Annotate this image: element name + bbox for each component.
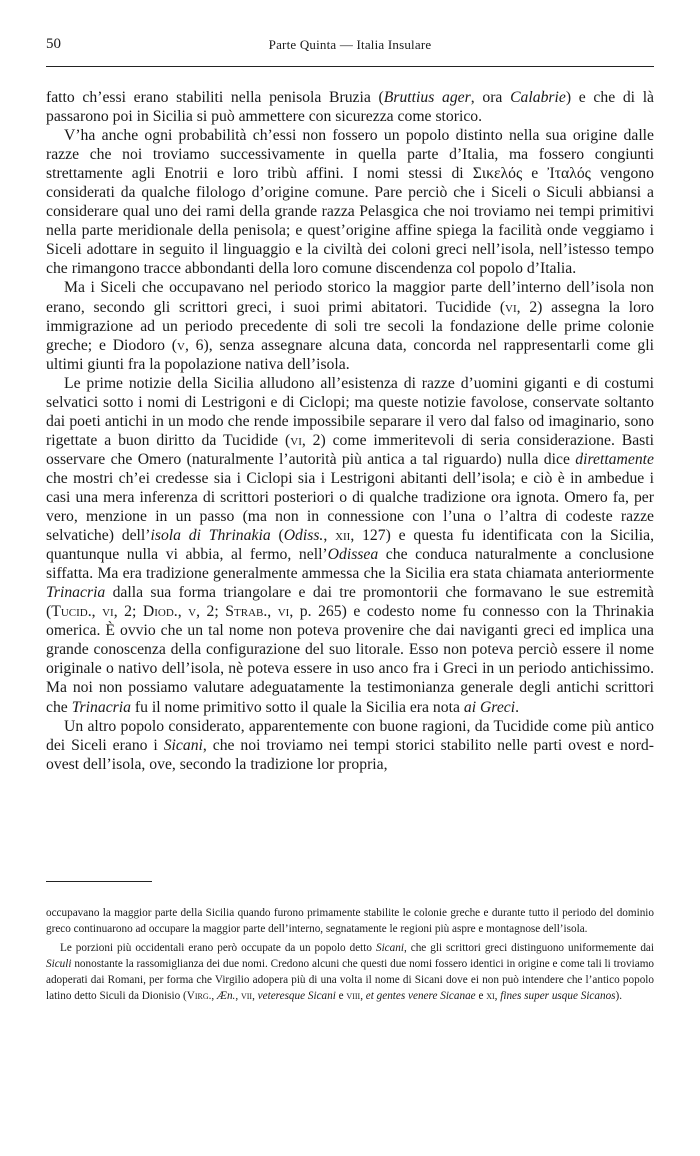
paragraph-text-run: Un altro popolo considerato, apparentemente con buone ragioni, da Tucidide come più antico dei Siceli erano i xyxy=(46,717,654,754)
running-title: Parte Quinta — Italia Insulare xyxy=(268,37,432,52)
paragraph-text-run: , 127) e questa fu identificata con la Sicilia, quantunque nulla vi abbia, al fermo, nell’ xyxy=(46,527,654,564)
paragraph-text-run: fatto ch’essi erano stabiliti nella penisola Bruzia ( xyxy=(46,89,384,106)
paragraph-text-run: Sicani xyxy=(163,736,203,754)
footnote-text-run: , xyxy=(360,990,366,1002)
footnote-text-run: vii xyxy=(240,990,253,1002)
paragraph-p3 xyxy=(46,278,654,373)
paragraph-text-run: vi xyxy=(102,603,114,621)
paragraph-text-run: Trinacria xyxy=(46,584,106,602)
footnote-text-run: , xyxy=(252,990,258,1002)
paragraph-text-run: V’ha anche ogni probabilità ch’essi non fossero un popolo distinto nella sua origine dalle razze che noi troviamo successivamente in quella parte d’Italia, ma fossero congiunti strettamente agli Enotrii e loro tribù affini. I nomi stessi di Σικελός e Ἰταλός vengono considerati da qualche filologo d’origine comune. Pare perciò che i Siceli o Siculi abbiansi a considerare qual uno dei rami della grande razza Pelasgica che noi troviamo nei tempi primitivi nella parte meridionale della penisola; e quest’origine affine spiega la facilità onde veggiamo i Siceli adottare in seguito il linguaggio e la civiltà dei coloni greci nell’isola, nell’istesso tempo che rimangono tracce abbondanti della loro comune discendenza col popolo d’Italia. xyxy=(46,127,654,278)
paragraph-text-run: , 6), senza assegnare alcuna data, concorda nel rappresentarli come gli ultimi giunti fra la popolazione nativa dell’isola. xyxy=(46,336,654,373)
footnote-text-run: , xyxy=(494,990,501,1002)
paragraph-text-run: v xyxy=(177,336,185,354)
header-rule xyxy=(46,66,654,67)
paragraph-text-run: fu il nome primitivo sotto il quale la Sicilia era nota xyxy=(130,698,464,716)
running-head xyxy=(46,36,654,56)
footnote-text-run: e xyxy=(335,990,347,1002)
footnote-text-run: Le porzioni più occidentali erano però occupate da un popolo detto xyxy=(60,942,376,954)
footnote-f1 xyxy=(46,905,654,937)
paragraph-text-run: , xyxy=(323,527,336,545)
paragraph-text-run: isola di Thrinakia xyxy=(150,527,271,545)
footnote-text-run: Sicani xyxy=(375,942,404,954)
footnote-text-run: Æn. xyxy=(217,990,236,1002)
paragraph-text-run: ) e che di là passarono poi in Sicilia si può ammettere con sicurezza come storico. xyxy=(46,89,655,126)
paragraph-p1 xyxy=(46,88,654,126)
paragraph-text-run: , xyxy=(91,603,103,621)
footnote-f2 xyxy=(46,940,654,1004)
paragraph-text-run: , p. 265) e codesto nome fu connesso con la Thrinakia omerica. È ovvio che un tal nome non poteva provenire che dai naviganti greci ed implica una grande conoscenza della configurazione del suo litorale. Esso non poteva perciò essere il nome originale o nativo dell’isola, nè poteva essere in uso anco fra i Greci in un periodo antichissimo. Ma noi non possiamo valutare adeguatamente la testimonianza generale degli antichi scrittori che xyxy=(46,603,655,716)
main-text xyxy=(46,88,654,774)
paragraph-text-run: Odiss. xyxy=(283,527,324,545)
footnote-text-run: Virg. xyxy=(186,990,212,1002)
paragraph-p2 xyxy=(46,126,654,278)
footnote-text-run: occupavano la maggior parte della Sicilia quando furono primamente stabilite le colonie greche e durante tutto il periodo del dominio greco continuarono ad occupare la maggior parte dell’interno, segnatamente le regioni più aspre e montagnose dell’isola. xyxy=(46,907,654,935)
paragraph-text-run: ai Greci xyxy=(463,698,516,716)
paragraph-text-run: , xyxy=(177,603,189,621)
paragraph-text-run: direttamente xyxy=(575,450,654,468)
paragraph-text-run: che mostri ch’ei credesse sia i Ciclopi sia i Lestrigoni abitanti dell’isola; e ciò è in ambedue i casi una mera inferenza di scrittori posteriori o di qualche tradizione ora ignota. Omero fa, per vero, menzione in un passo (ma non in connessione con l’una o l’altra di codeste razze selvatiche) dell’ xyxy=(46,469,654,545)
footnote-text-run: viii xyxy=(346,990,361,1002)
paragraph-p5 xyxy=(46,717,654,774)
paragraph-text-run: vi xyxy=(505,298,517,316)
footnote-text-run: , che gli scrittori greci distinguono uniformemente dai xyxy=(403,942,654,954)
paragraph-text-run: , 2) come immeritevoli di seria considerazione. Basti osservare che Omero (naturalmente l’autorità più antica a tal riguardo) nulla dice xyxy=(46,431,655,468)
footnote-text-run: , xyxy=(235,990,241,1002)
footnote-text-run: et gentes venere Sicanae xyxy=(365,990,476,1002)
paragraph-text-run: v xyxy=(188,603,197,621)
paragraph-text-run: Ma i Siceli che occupavano nel periodo storico la maggior parte dell’interno dell’isola non erano, secondo gli scrittori greci, i suoi primi abitatori. Tucidide ( xyxy=(46,279,654,316)
paragraph-text-run: , ora xyxy=(470,89,511,106)
paragraph-text-run: xii xyxy=(335,527,351,545)
paragraph-text-run: Calabrie xyxy=(510,89,566,106)
footnote-rule xyxy=(46,881,152,882)
paragraph-text-run: Trinacria xyxy=(71,698,131,716)
paragraph-text-run: , 2; xyxy=(113,603,143,621)
paragraph-text-run: Le prime notizie della Sicilia alludono all’esistenza di razze d’uomini giganti e di costumi selvatici sotto i nomi di Lestrigoni e di Ciclopi; ma queste notizie favolose, conservate soltanto dai poeti antichi in un modo che rende impossibile separare il vero dal falso od imaginario, sono rigettate a buon diritto da Tucidide ( xyxy=(46,374,654,449)
paragraph-text-run: Bruttius ager xyxy=(383,89,471,106)
footnote-text-run: ). xyxy=(615,990,623,1002)
footnote-text-run: xi xyxy=(486,990,495,1002)
paragraph-text-run: . xyxy=(515,698,520,716)
paragraph-text-run: vi xyxy=(277,603,290,621)
paragraph-text-run: Odissea xyxy=(327,546,379,564)
paragraph-text-run: dalla sua forma triangolare e dai tre promontorii che formavano le sue estremità ( xyxy=(46,584,654,621)
footnotes xyxy=(46,905,654,1007)
paragraph-text-run: , che noi troviamo nei tempi storici stabilito nelle parti ovest e nord-ovest dell’isola, ove, secondo la tradizione lor propria, xyxy=(46,736,654,773)
page-number: 50 xyxy=(46,36,61,52)
footnote-text-run: , xyxy=(211,990,218,1002)
paragraph-text-run: , 2; xyxy=(196,603,226,621)
footnote-text-run: fines super usque Sicanos xyxy=(500,990,616,1002)
paragraph-text-run: ( xyxy=(270,527,284,545)
footnote-text-run: veteresque Sicani xyxy=(257,990,336,1002)
paragraph-text-run: Tucid. xyxy=(51,603,92,621)
paragraph-p4 xyxy=(46,374,654,717)
footnote-text-run: nonostante la rassomiglianza dei due nomi. Credono alcuni che questi due nomi fossero identici in origine e come tali li troviamo adoperati dai Romani, per forma che Virgilio adopera più di una volta il nome di Sicani dove ei non può intendere che l’antico popolo latino detto Siculi da Dionisio ( xyxy=(46,958,654,1002)
paragraph-text-run: , xyxy=(267,603,278,621)
paragraph-text-run: vi xyxy=(290,431,302,449)
paragraph-text-run: Strab. xyxy=(225,603,268,621)
paragraph-text-run: che conduca naturalmente a conclusione siffatta. Ma era tradizione generalmente ammessa che la Sicilia era stata chiamata anteriormente xyxy=(46,546,654,583)
footnote-text-run: e xyxy=(475,990,487,1002)
footnote-text-run: Siculi xyxy=(46,958,72,970)
paragraph-text-run: Diod. xyxy=(142,603,178,621)
paragraph-text-run: , 2) assegna la loro immigrazione ad un periodo precedente di soli tre secoli la fondazione delle prime colonie greche; e Diodoro ( xyxy=(46,298,654,354)
